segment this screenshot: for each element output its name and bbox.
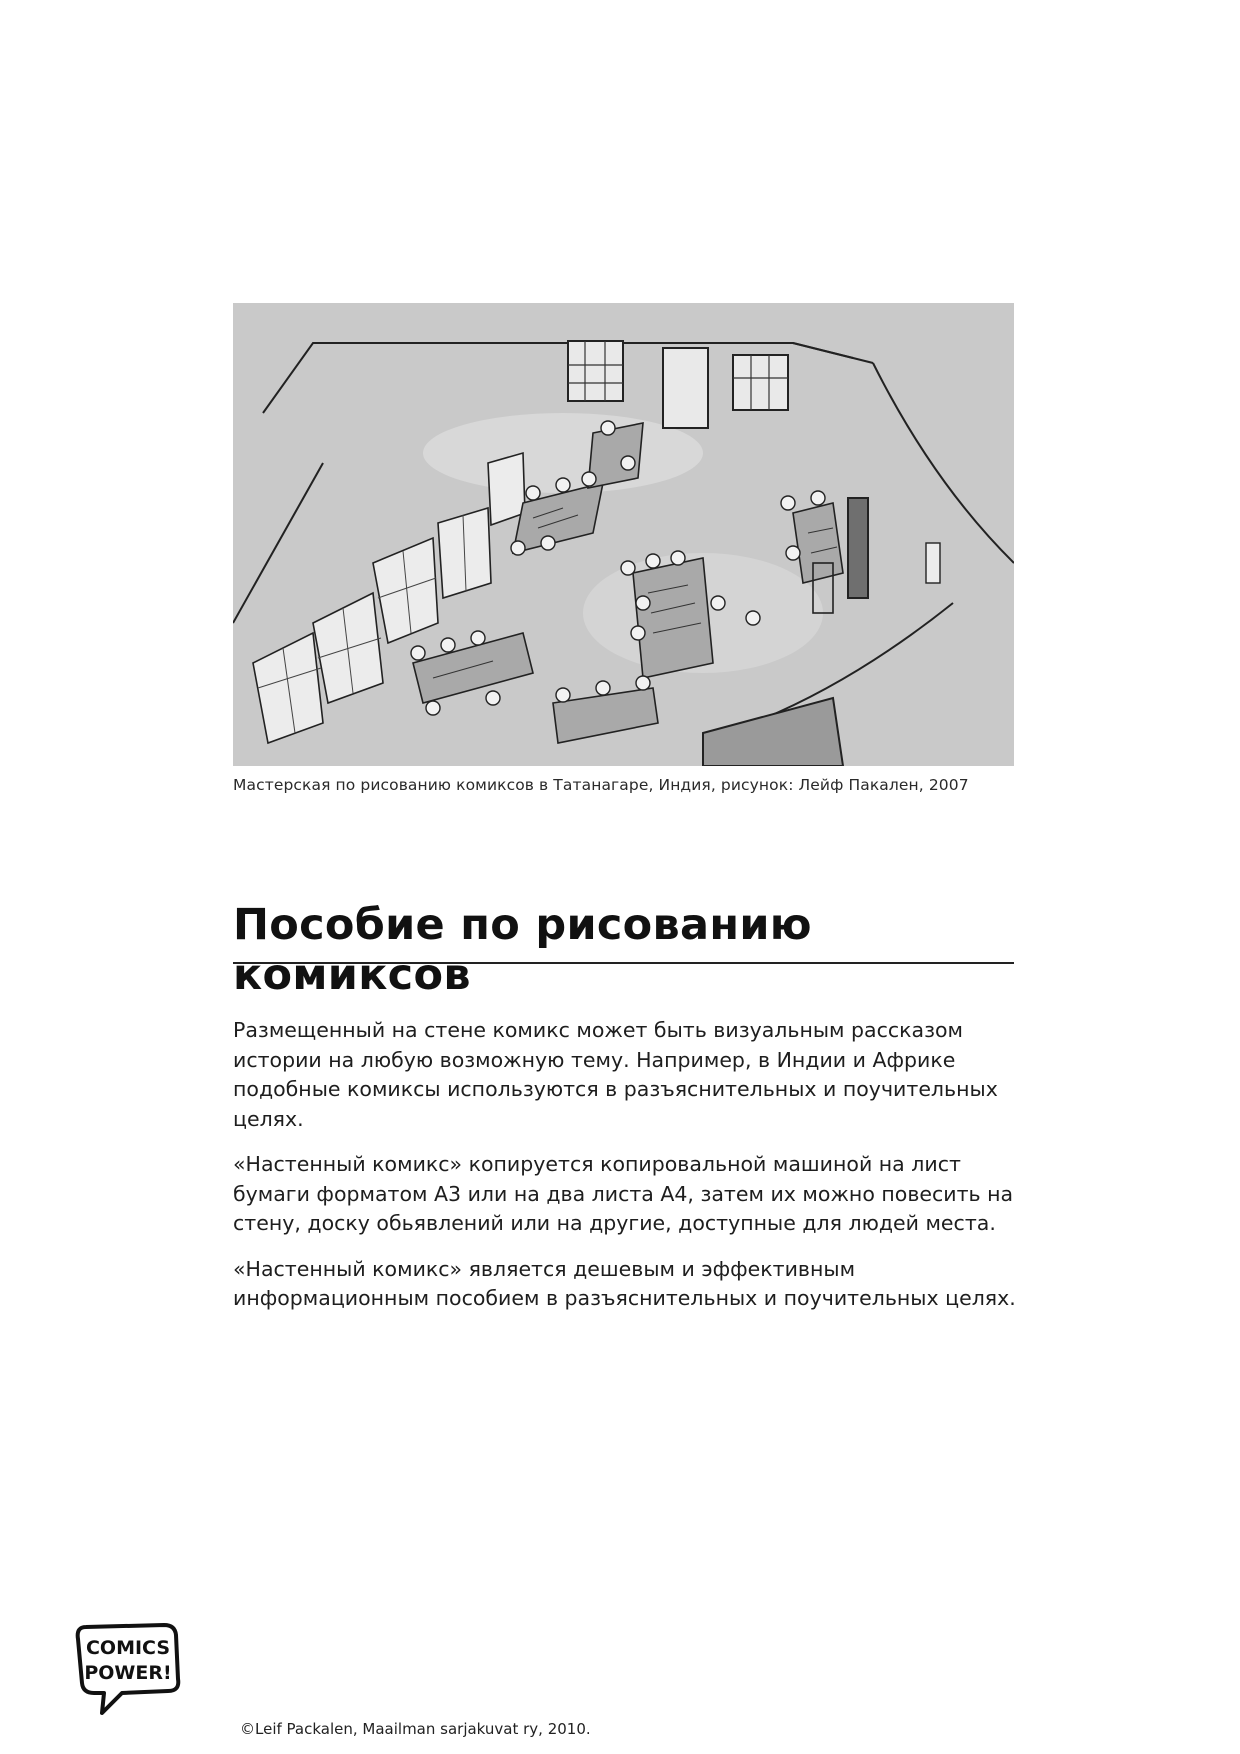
illustration-caption: Мастерская по рисованию комиксов в Татанагаре, Индия, рисунок: Лейф Пакален, 2007 xyxy=(233,776,969,794)
body-text xyxy=(233,1016,1023,1330)
badge-line-2: POWER! xyxy=(84,1662,172,1684)
copyright-footer: ©Leif Packalen, Maailman sarjakuvat ry, 2010. xyxy=(240,1720,591,1738)
workshop-sketch-image xyxy=(233,303,1014,766)
workshop-illustration xyxy=(233,303,1014,766)
paragraph: «Настенный комикс» является дешевым и эффективным информационным пособием в разъяснительных и поучительных целях. xyxy=(233,1256,1016,1310)
comics-power-logo xyxy=(72,1621,192,1725)
title-underline xyxy=(233,962,1014,964)
page-title: Пособие по рисованию комиксов xyxy=(233,900,812,1000)
paragraph: Размещенный на стене комикс может быть визуальным рассказом истории на любую возможную тему. Например, в Индии и Африке подобные комиксы используются в разъяснительных и поучительных целях. xyxy=(233,1018,998,1131)
speech-bubble-logo-icon xyxy=(72,1621,192,1721)
badge-line-1: COMICS xyxy=(85,1637,171,1659)
paragraph: «Настенный комикс» копируется копировальной машиной на лист бумаги форматом А3 или на два листа А4, затем их можно повесить на стену, доску обьявлений или на другие, доступные для людей места. xyxy=(233,1152,1014,1235)
